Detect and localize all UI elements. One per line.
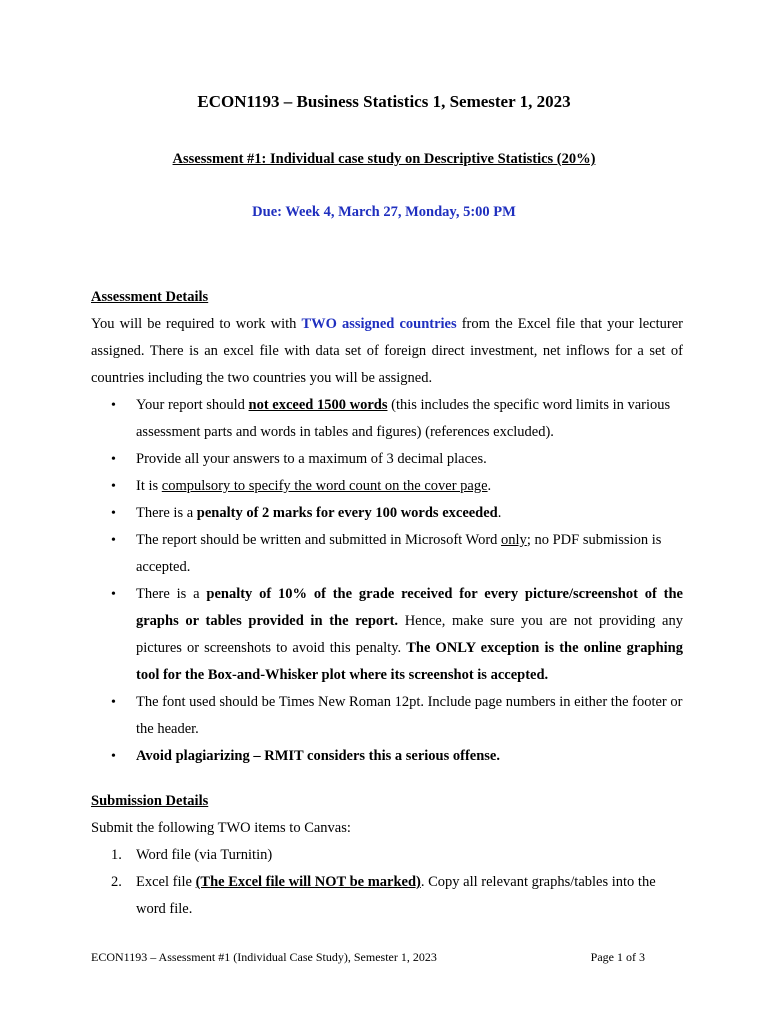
list-item xyxy=(91,869,683,923)
list-item xyxy=(91,500,683,527)
screenshot-penalty-emphasis: penalty of 10% of the grade received for every picture/screenshot of the graphs or tables provided in the report. xyxy=(136,586,683,629)
word-limit-emphasis: not exceed 1500 words xyxy=(248,397,388,413)
penalty-words-emphasis: penalty of 2 marks for every 100 words exceeded xyxy=(196,505,498,521)
word-count-emphasis: compulsory to specify the word count on the cover page xyxy=(161,478,488,494)
list-item xyxy=(91,446,683,473)
page-footer xyxy=(91,950,645,965)
excel-not-marked-emphasis: (The Excel file will NOT be marked) xyxy=(195,874,421,890)
submission-intro: Submit the following TWO items to Canvas: xyxy=(91,820,351,836)
section-spacer xyxy=(91,770,683,788)
item-number: 2. xyxy=(111,874,122,890)
submission-items-list xyxy=(91,842,683,923)
intro-text-2: from the Excel file that your lecturer assigned. There is an excel file with data set of foreign direct investment, net inflows for a set of countries including the two countries you will be assigned. xyxy=(91,316,683,386)
assessment-subtitle: Assessment #1: Individual case study on Descriptive Statistics (20%) xyxy=(172,151,596,167)
screenshot-exception: The ONLY exception is the online graphing tool for the Box-and-Whisker plot where its screenshot is accepted. xyxy=(136,640,683,683)
bullet-icon: • xyxy=(111,587,116,602)
list-item xyxy=(91,842,683,869)
bullet-icon: • xyxy=(111,749,116,764)
plagiarism-warning: Avoid plagiarizing – RMIT considers this a serious offense. xyxy=(136,748,500,764)
requirements-list xyxy=(91,392,683,770)
decimal-places-text: Provide all your answers to a maximum of 3 decimal places. xyxy=(136,451,487,467)
excel-file-text-a: Excel file xyxy=(136,874,196,890)
bullet-icon: • xyxy=(111,398,116,413)
list-item xyxy=(91,392,683,446)
screenshot-penalty-text-a: There is a xyxy=(136,586,207,602)
word-limit-text-a: Your report should xyxy=(136,397,249,413)
assigned-countries-highlight: TWO assigned countries xyxy=(301,316,457,332)
bullet-icon: • xyxy=(111,479,116,494)
footer-course-label: ECON1193 – Assessment #1 (Individual Case Study), Semester 1, 2023 xyxy=(91,950,437,964)
page-title: ECON1193 – Business Statistics 1, Semester 1, 2023 xyxy=(197,92,571,111)
word-format-text-c: ; no PDF submission is accepted. xyxy=(136,532,662,575)
list-item xyxy=(91,473,683,500)
word-format-emphasis: only xyxy=(501,532,527,548)
word-format-text-a: The report should be written and submitted in Microsoft Word xyxy=(136,532,502,548)
submission-details-heading: Submission Details xyxy=(91,793,209,809)
list-item xyxy=(91,743,683,770)
font-requirement-text: The font used should be Times New Roman 12pt. Include page numbers in either the footer or the header. xyxy=(136,694,683,737)
word-limit-text-c: (this includes the specific word limits in various assessment parts and words in tables and figures) (references excluded). xyxy=(136,397,671,440)
bullet-icon: • xyxy=(111,533,116,548)
list-item xyxy=(91,527,683,581)
excel-file-text-c: . Copy all relevant graphs/tables into the word file. xyxy=(136,874,656,917)
due-date: Due: Week 4, March 27, Monday, 5:00 PM xyxy=(252,204,516,220)
list-item xyxy=(91,581,683,689)
screenshot-penalty-text-c: Hence, make sure you are not providing any pictures or screenshots to avoid this penalty. xyxy=(136,613,683,656)
item-number: 1. xyxy=(111,847,122,863)
page-number: Page 1 of 3 xyxy=(590,950,645,964)
word-count-text-c: . xyxy=(487,478,492,494)
word-file-item: Word file (via Turnitin) xyxy=(136,847,273,863)
bullet-icon: • xyxy=(111,506,116,521)
word-count-text-a: It is xyxy=(136,478,162,494)
intro-text-1: You will be required to work with xyxy=(91,316,302,332)
document-body xyxy=(91,284,683,923)
list-item xyxy=(91,689,683,743)
penalty-words-text-c: . xyxy=(497,505,502,521)
assessment-details-heading: Assessment Details xyxy=(91,289,209,305)
assessment-intro xyxy=(91,311,683,392)
penalty-words-text-a: There is a xyxy=(136,505,197,521)
bullet-icon: • xyxy=(111,452,116,467)
bullet-icon: • xyxy=(111,695,116,710)
